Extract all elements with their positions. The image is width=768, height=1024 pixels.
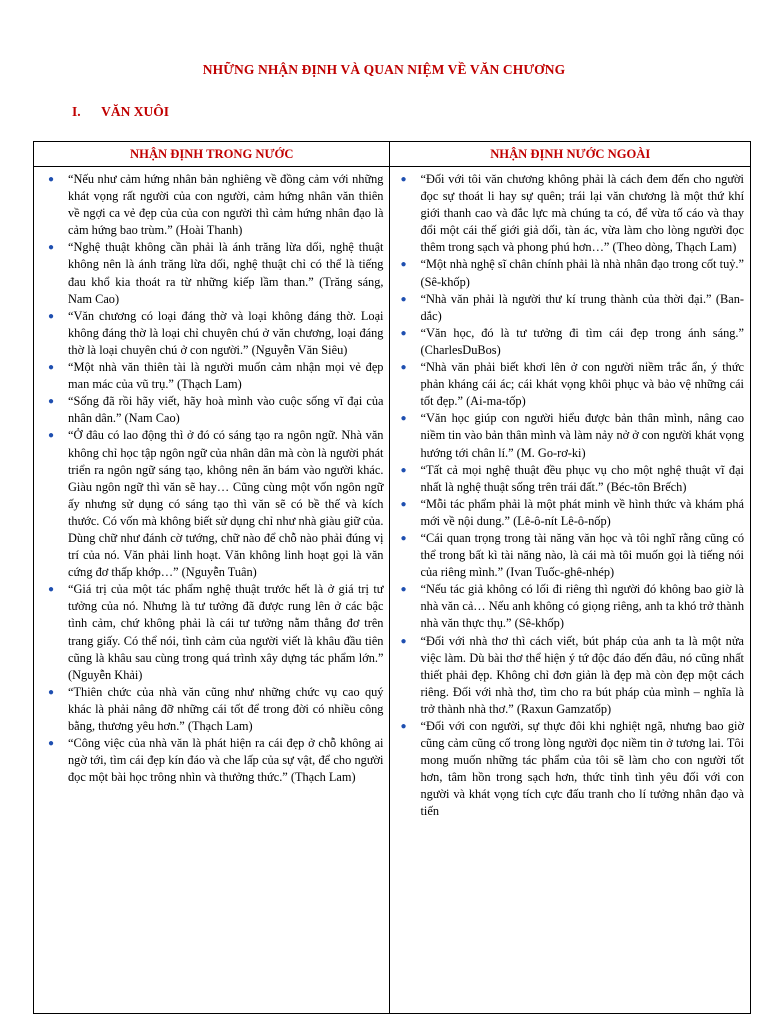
quote-text: “Cái quan trọng trong tài năng văn học và tôi nghĩ rằng cũng có thể trong bất kì tài năng nào, là cái mà tôi muốn gọi là tiếng nói của riêng mình.” (Ivan Tuốc-ghê-nhép) xyxy=(420,530,744,580)
quote-item xyxy=(400,462,744,496)
quote-text: “Đối với con người, sự thực đôi khi nghiệt ngã, nhưng bao giờ cũng cảm cũng cố trong lòng người đọc niềm tin ở tương lai. Tôi mong muốn những tác phẩm của tôi sẽ làm cho con người tốt hơn, tâm hồn trong sạch hơn, thức tỉnh tình yêu đối với con người và khát vọng tích cực đấu tranh cho lí tưởng nhân đạo và tiến xyxy=(420,719,744,819)
quote-text: “Văn học, đó là tư tưởng đi tìm cái đẹp trong ánh sáng.” (CharlesDuBos) xyxy=(420,325,744,357)
quote-text: “Đối với nhà thơ thì cách viết, bút pháp của anh ta là một nửa việc làm. Dù bài thơ thể hiện ý tứ độc đáo đến đâu, nó cũng nhất thiết phải đẹp. Không chỉ đơn giản là đẹp mà còn đẹp một cách riêng. Đối với nhà thơ, tìm cho ra bút pháp của mình – nghĩa là trở thành nhà thơ.” (Raxun Gamzatốp) xyxy=(420,633,744,716)
quote-item xyxy=(48,581,384,684)
quote-item xyxy=(48,171,384,239)
quote-text: “Văn học giúp con người hiểu được bản thân mình, nâng cao niềm tin vào bản thân mình và làm nảy nở ở con người khát vọng hướng tới chân lí.” (M. Go-rơ-ki) xyxy=(420,411,744,460)
quote-item xyxy=(48,359,384,393)
quote-text: “Sống đã rồi hãy viết, hãy hoà mình vào cuộc sống vĩ đại của nhân dân.” (Nam Cao) xyxy=(68,394,384,426)
bullet-icon: ● xyxy=(48,396,55,408)
quote-item xyxy=(48,427,384,581)
bullet-icon: ● xyxy=(400,635,407,647)
document-title: NHỮNG NHẬN ĐỊNH VÀ QUAN NIỆM VỀ VĂN CHƯƠNG xyxy=(202,62,566,77)
section-heading xyxy=(72,104,169,120)
quote-text: “Nếu như cảm hứng nhân bản nghiêng về đồng cảm với những khát vọng rất người của con người, cảm hứng nhân văn thiên về ngợi ca vẻ đẹp của của con người thì cảm hứng nhân đạo là cảm hứng bao trùm.” (Hoài Thanh) xyxy=(68,172,384,238)
quote-text: “Mỗi tác phẩm phải là một phát minh về hình thức và khám phá mới về nội dung.” (Lê-ô-nít Lê-ô-nốp) xyxy=(420,496,744,528)
quote-item xyxy=(400,291,744,325)
bullet-icon: ● xyxy=(48,242,55,254)
quote-text: “Nghệ thuật không cần phải là ánh trăng lừa dối, nghệ thuật không nên là ánh trăng lừa dối, nghệ thuật chỉ có thể là tiếng đau khổ kia thoát ra từ những kiếp lầm than.” (Trăng sáng, Nam Cao) xyxy=(68,240,384,306)
quote-item xyxy=(400,325,744,359)
quote-item xyxy=(48,735,384,786)
domestic-quotes-list xyxy=(34,167,389,786)
quote-text: “Văn chương có loại đáng thờ và loại không đáng thờ. Loại không đáng thờ là loại chỉ chuyên chú ở văn chương, loại đáng thờ là loại chuyên chú ở con người.” (Nguyễn Văn Siêu) xyxy=(68,308,384,357)
left-column-header: NHẬN ĐỊNH TRONG NƯỚC xyxy=(34,142,390,167)
table-header-row xyxy=(34,142,751,167)
quote-text: “Nhà văn phải là người thư kí trung thành của thời đại.” (Ban-dắc) xyxy=(420,291,744,323)
quote-text: “Ở đâu có lao động thì ở đó có sáng tạo ra ngôn ngữ. Nhà văn không chỉ học tập ngôn ngữ của nhân dân mà còn là người phát triển ra ngôn ngữ sáng tạo, không nên ăn bám vào người khác. Giàu ngôn ngữ thì văn sẽ hay… Cũng cùng một vốn ngôn ngữ ấy nhưng sử dụng có sáng tạo thì văn sẽ có bề thế và kích thước. Có vốn mà không biết sử dụng chỉ như nhà giàu giữ của. Dùng chữ như đánh cờ tướng, chữ nào để chỗ nào phải đúng vị trí của nó. Văn phải linh hoạt. Văn không linh hoạt gọi là văn cứng đơ thấp khớp…” (Nguyễn Tuân) xyxy=(68,428,384,580)
quote-item xyxy=(48,239,384,307)
quote-text: “Một nhà văn thiên tài là người muốn cảm nhận mọi vẻ đẹp man mác của vũ trụ.” (Thạch Lam) xyxy=(68,360,384,392)
quote-text: “Nếu tác giả không có lối đi riêng thì người đó không bao giờ là nhà văn cả… Nếu anh không có giọng riêng, anh ta khó trở thành nhà văn thực thụ.” (Sê-khốp) xyxy=(420,582,744,631)
bullet-icon: ● xyxy=(48,174,55,185)
quotes-table xyxy=(33,141,751,1014)
bullet-icon: ● xyxy=(48,686,55,698)
foreign-quotes-list xyxy=(390,167,750,821)
bullet-icon: ● xyxy=(400,327,407,339)
right-column-header: NHẬN ĐỊNH NƯỚC NGOÀI xyxy=(390,142,751,167)
quote-item xyxy=(400,718,744,821)
bullet-icon: ● xyxy=(400,532,407,544)
section-number: I. xyxy=(72,104,81,119)
quote-item xyxy=(48,393,384,427)
bullet-icon: ● xyxy=(400,498,407,510)
bullet-icon: ● xyxy=(400,362,407,374)
bullet-icon: ● xyxy=(48,584,55,596)
quote-text: “Thiên chức của nhà văn cũng như những chức vụ cao quý khác là phải nâng đỡ những cái tốt để trong đời có nhiều công bằng, thương yêu hơn.” (Thạch Lam) xyxy=(68,684,384,733)
bullet-icon: ● xyxy=(400,413,407,425)
quote-text: “Một nhà nghệ sĩ chân chính phải là nhà nhân đạo trong cốt tuỷ.” (Sê-khốp) xyxy=(420,257,744,289)
quote-text: “Nhà văn phải biết khơi lên ở con người niềm trắc ẩn, ý thức phản kháng cái ác; cái khát vọng khôi phục và bảo vệ những cái tốt đẹp.” (Ai-ma-tốp) xyxy=(420,360,744,409)
quote-text: “Đối với tôi văn chương không phải là cách đem đến cho người đọc sự thoát li hay sự quên; trái lại văn chương là một thứ khí giới thanh cao và đắc lực mà chúng ta có, để vừa tố cáo và thay đổi một cái thế giới giả dối, tàn ác, vừa làm cho lòng người đọc thêm trong sạch và phong phú hơn…” (Theo dòng, Thạch Lam) xyxy=(420,172,744,255)
bullet-icon: ● xyxy=(48,738,55,750)
quote-item xyxy=(400,530,744,581)
bullet-icon: ● xyxy=(400,721,407,732)
bullet-icon: ● xyxy=(400,174,407,185)
quote-item xyxy=(400,359,744,410)
bullet-icon: ● xyxy=(48,362,55,374)
quote-text: “Tất cả mọi nghệ thuật đều phục vụ cho một nghệ thuật vĩ đại nhất là nghệ thuật sống trên trái đất.” (Béc-tôn Brếch) xyxy=(420,462,744,494)
quote-text: “Giá trị của một tác phẩm nghệ thuật trước hết là ở giá trị tư tưởng của nó. Nhưng là tư tưởng đã được rung lên ở các bậc tình cảm, chứ không phải là cái tư tưởng nằm thẳng đơ trên trang giấy. Có thể nói, tình cảm của người viết là khâu đầu tiên cũng là khâu sau cùng trong quá trình xây dựng tác phẩm lớn.” (Nguyễn Khải) xyxy=(68,582,384,682)
quote-item xyxy=(400,633,744,718)
bullet-icon: ● xyxy=(48,430,55,442)
quote-item xyxy=(400,256,744,290)
quote-item xyxy=(48,684,384,735)
table-body-row xyxy=(34,167,751,1014)
bullet-icon: ● xyxy=(400,584,407,596)
quote-item xyxy=(400,171,744,256)
bullet-icon: ● xyxy=(400,464,407,476)
quote-item xyxy=(400,496,744,530)
bullet-icon: ● xyxy=(400,259,407,271)
quote-item xyxy=(400,581,744,632)
quote-item xyxy=(48,308,384,359)
quote-text: “Công việc của nhà văn là phát hiện ra cái đẹp ở chỗ không ai ngờ tới, tìm cái đẹp kín đáo và che lấp của sự vật, để cho người đọc một bài học trông nhìn và thưởng thức.” (Thạch Lam) xyxy=(68,736,384,785)
quote-item xyxy=(400,410,744,461)
left-column-cell xyxy=(34,167,390,1014)
bullet-icon: ● xyxy=(48,310,55,322)
bullet-icon: ● xyxy=(400,293,407,305)
right-column-cell xyxy=(390,167,751,1014)
section-title: VĂN XUÔI xyxy=(101,104,170,119)
